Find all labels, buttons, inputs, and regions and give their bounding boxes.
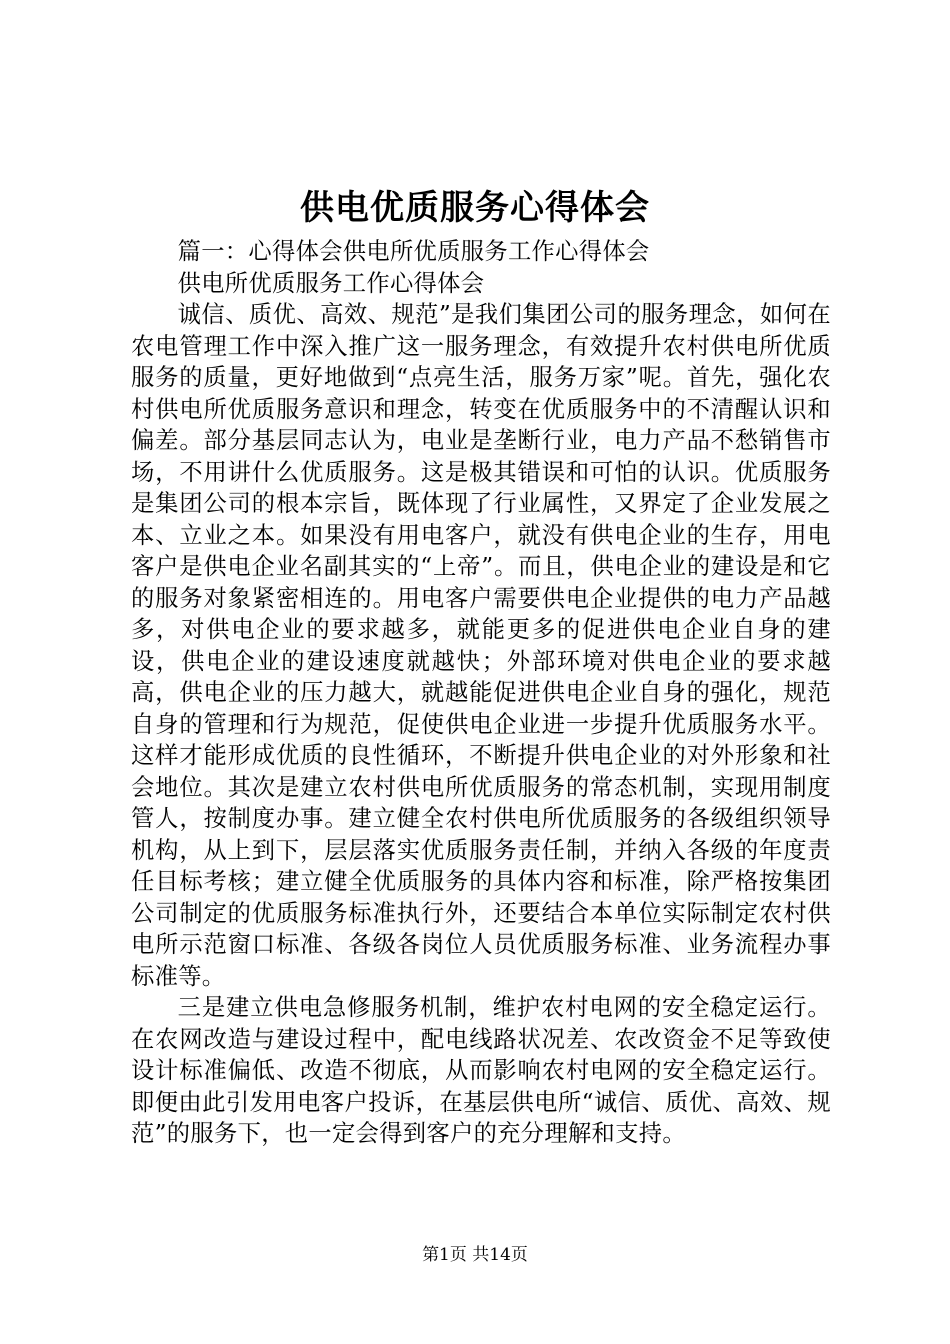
body-paragraph: 三是建立供电急修服务机制，维护农村电网的安全稳定运行。在农网改造与建设过程中，配电线路状况差、农改资金不足等致使设计标准偏低、改造不彻底，从而影响农村电网的安全稳定运行。即便由此引发用电客户投诉，在基层供电所“诚信、质优、高效、规范”的服务下，也一定会得到客户的充分理解和支持。 xyxy=(131,994,831,1147)
body-paragraph-subtitle: 篇一：心得体会供电所优质服务工作心得体会 xyxy=(177,238,650,265)
document-body xyxy=(131,236,831,1150)
document-title: 供电优质服务心得体会 xyxy=(300,188,650,228)
body-paragraph: 诚信、质优、高效、规范”是我们集团公司的服务理念，如何在农电管理工作中深入推广这一服务理念，有效提升农村供电所优质服务的质量，更好地做到“点亮生活，服务万家”呢。首先，强化农村供电所优质服务意识和理念，转变在优质服务中的不清醒认识和偏差。部分基层同志认为，电业是垄断行业，电力产品不愁销售市场，不用讲什么优质服务。这是极其错误和可怕的认识。优质服务是集团公司的根本宗旨，既体现了行业属性，又界定了企业发展之本、立业之本。如果没有用电客户，就没有供电企业的生存，用电客户是供电企业名副其实的“上帝”。而且，供电企业的建设是和它的服务对象紧密相连的。用电客户需要供电企业提供的电力产品越多，对供电企业的要求越多，就能更多的促进供电企业自身的建设，供电企业的建设速度就越快；外部环境对供电企业的要求越高，供电企业的压力越大，就越能促进供电企业自身的强化，规范自身的管理和行为规范，促使供电企业进一步提升优质服务水平。这样才能形成优质的良性循环，不断提升供电企业的对外形象和社会地位。其次是建立农村供电所优质服务的常态机制，实现用制度管人，按制度办事。建立健全农村供电所优质服务的各级组织领导机构，从上到下，层层落实优质服务责任制，并纳入各级的年度责任目标考核；建立健全优质服务的具体内容和标准，除严格按集团公司制定的优质服务标准执行外，还要结合本单位实际制定农村供电所示范窗口标准、各级各岗位人员优质服务标准、业务流程办事标准等。 xyxy=(131,301,831,990)
body-paragraph-heading: 供电所优质服务工作心得体会 xyxy=(177,269,485,297)
page-number-footer: 第1页 共14页 xyxy=(422,1245,528,1265)
